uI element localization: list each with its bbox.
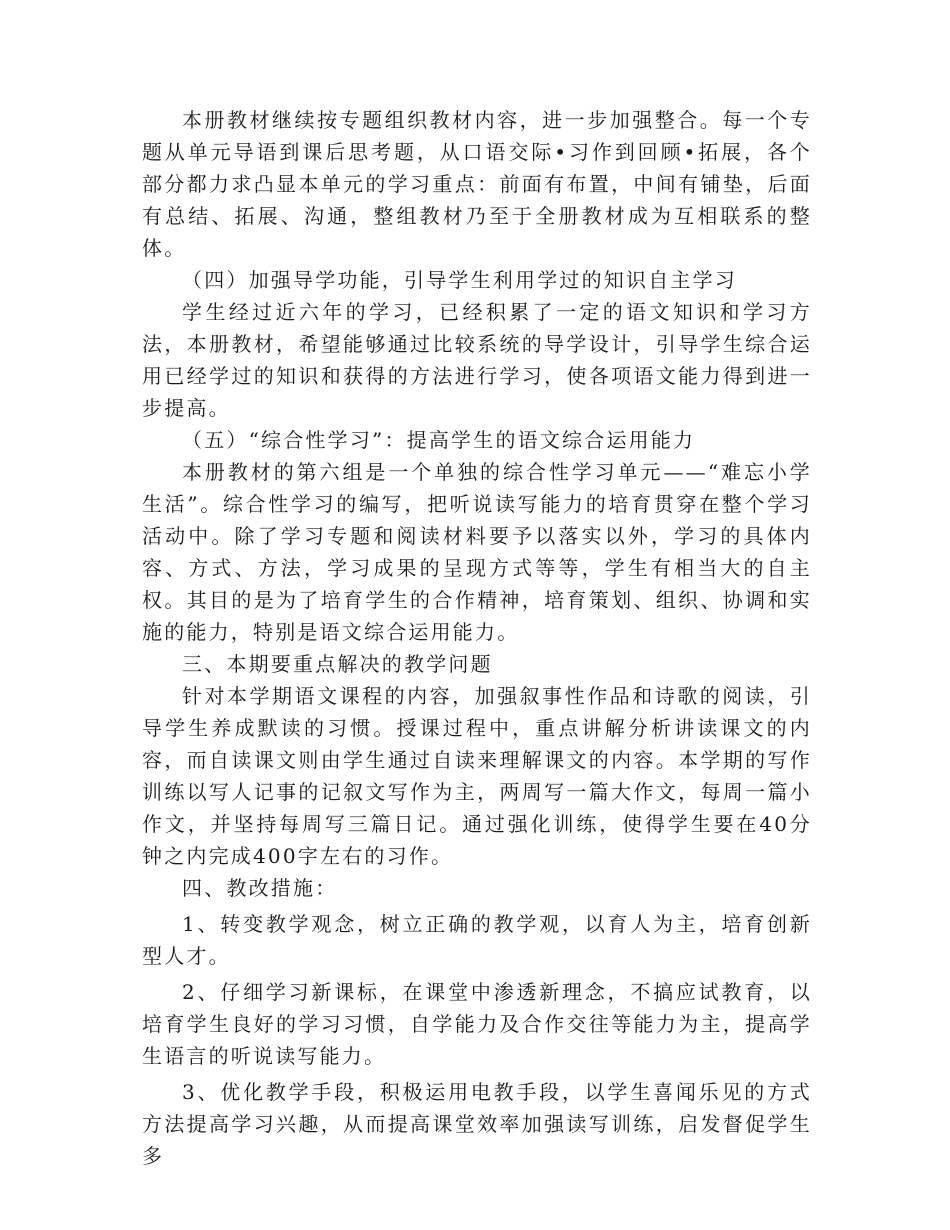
document-body bbox=[142, 104, 812, 1172]
list-item-measure-3: 3、优化教学手段，积极运用电教手段，以学生喜闻乐见的方式方法提高学习兴趣，从而提高课堂效率加强读写训练，启发督促学生多 bbox=[142, 1080, 812, 1168]
paragraph-guided-learning: 学生经过近六年的学习，已经积累了一定的语文知识和学习方法，本册教材，希望能够通过比较系统的导学设计，引导学生综合运用已经学过的知识和获得的方法进行学习，使各项语文能力得到进一步提高。 bbox=[142, 300, 812, 420]
heading-section-five: （五）“综合性学习”：提高学生的语文综合运用能力 bbox=[182, 428, 696, 452]
heading-section-four: （四）加强导学功能，引导学生利用学过的知识自主学习 bbox=[182, 268, 737, 292]
paragraph-intro-integration: 本册教材继续按专题组织教材内容，进一步加强整合。每一个专题从单元导语到课后思考题，从口语交际•习作到回顾•拓展，各个部分都力求凸显本单元的学习重点：前面有布置，中间有铺垫，后面有总结、拓展、沟通，整组教材乃至于全册教材成为互相联系的整体。 bbox=[142, 108, 812, 260]
paragraph-comprehensive-learning: 本册教材的第六组是一个单独的综合性学习单元——“难忘小学生活”。综合性学习的编写，把听说读写能力的培育贯穿在整个学习活动中。除了学习专题和阅读材料要予以落实以外，学习的具体内容、方式、方法，学习成果的呈现方式等等，学生有相当大的自主权。其目的是为了培育学生的合作精神，培育策划、组织、协调和实施的能力，特别是语文综合运用能力。 bbox=[142, 460, 812, 644]
paragraph-teaching-problems: 针对本学期语文课程的内容，加强叙事性作品和诗歌的阅读，引导学生养成默读的习惯。授课过程中，重点讲解分析讲读课文的内容，而自读课文则由学生通过自读来理解课文的内容。本学期的写作训练以写人记事的记叙文写作为主，两周写一篇大作文，每周一篇小作文，并坚持每周写三篇日记。通过强化训练，使得学生要在40分钟之内完成400字左右的习作。 bbox=[142, 684, 812, 868]
list-item-measure-1: 1、转变教学观念，树立正确的教学观，以育人为主，培育创新型人才。 bbox=[142, 912, 812, 968]
heading-teaching-problems: 三、本期要重点解决的教学问题 bbox=[182, 652, 493, 676]
list-item-measure-2: 2、仔细学习新课标，在课堂中渗透新理念，不搞应试教育，以培育学生良好的学习习惯，自学能力及合作交往等能力为主，提高学生语言的听说读写能力。 bbox=[142, 980, 812, 1068]
heading-reform-measures: 四、教改措施： bbox=[182, 876, 338, 900]
